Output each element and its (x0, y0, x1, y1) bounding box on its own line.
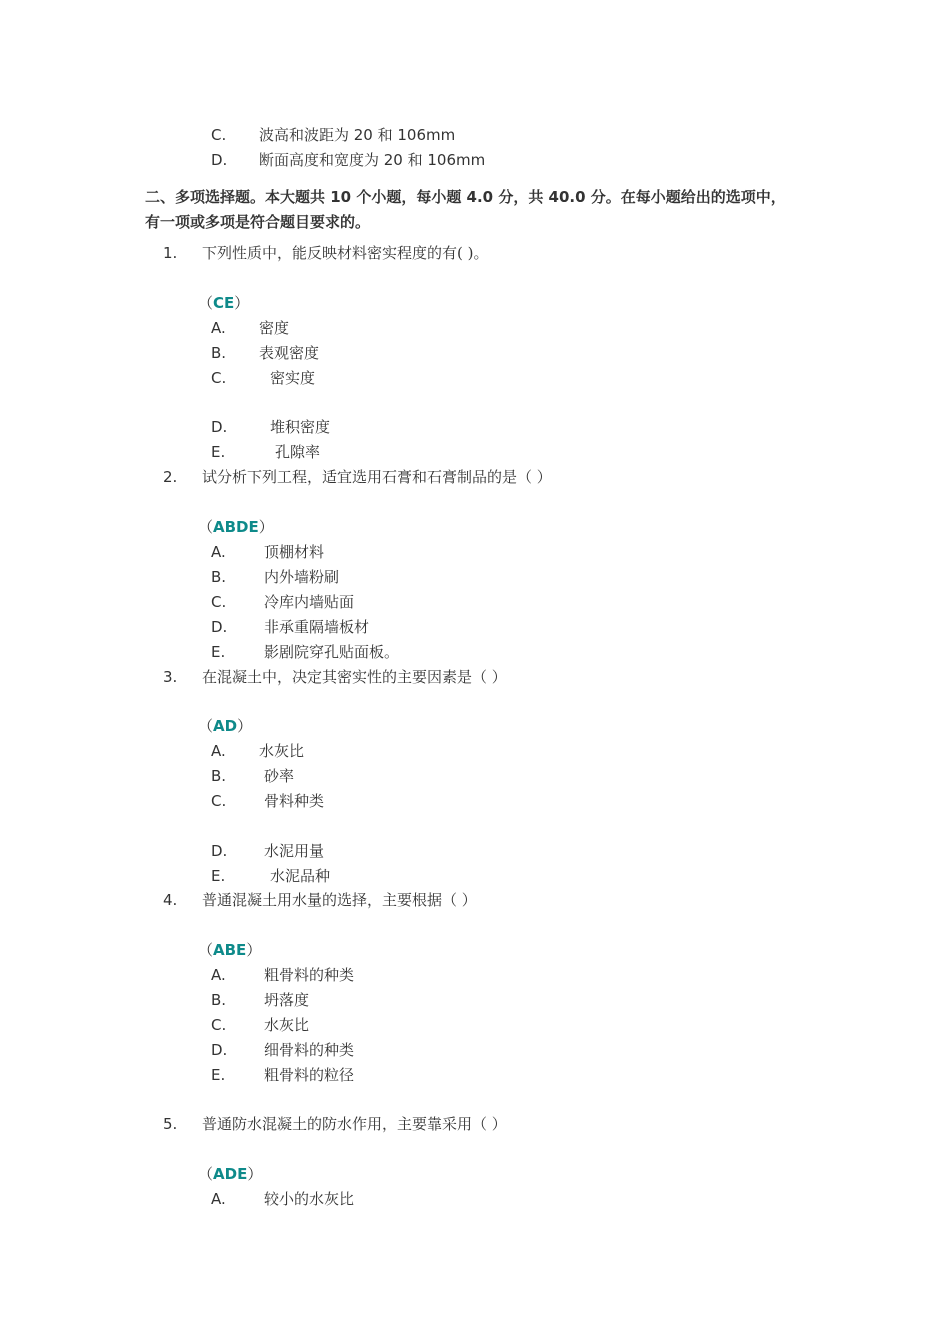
answer-value: CE (213, 294, 235, 312)
answer-value: AD (213, 717, 238, 735)
option-letter: E. (211, 443, 226, 461)
option-letter: D. (211, 418, 228, 436)
answer-value: ABE (213, 941, 247, 959)
answer-close-paren: ） (258, 518, 274, 536)
question-number: 4. (163, 891, 178, 909)
answer-close-paren: ） (246, 941, 262, 959)
option-text: 骨料种类 (264, 792, 325, 810)
option-letter: B. (211, 344, 227, 362)
option-letter: E. (211, 1066, 226, 1084)
answer-open-paren: （ (198, 518, 214, 536)
option-letter: C. (211, 593, 227, 611)
answer-close-paren: ） (247, 1165, 263, 1183)
option-text: 密实度 (270, 369, 316, 387)
answer-open-paren: （ (198, 941, 214, 959)
option-text: 内外墙粉刷 (264, 568, 340, 586)
option-text: 影剧院穿孔贴面板。 (264, 643, 400, 661)
option-letter: A. (211, 1190, 226, 1208)
option-text: 较小的水灰比 (264, 1190, 355, 1208)
question-number: 1. (163, 244, 178, 262)
option-letter: C. (211, 1016, 227, 1034)
option-text: 孔隙率 (275, 443, 321, 461)
option-text: 堆积密度 (270, 418, 331, 436)
section-title-line1: 二、多项选择题。本大题共 10 个小题，每小题 4.0 分，共 40.0 分。在每小题给出的选项中， (145, 188, 786, 206)
section-title (145, 185, 835, 235)
answer-value: ABDE (213, 518, 259, 536)
option-text: 水泥用量 (264, 842, 325, 860)
option-text: 粗骨料的种类 (264, 966, 355, 984)
question-number: 5. (163, 1115, 178, 1133)
option-letter: A. (211, 543, 226, 561)
question-number: 3. (163, 668, 178, 686)
answer-close-paren: ） (234, 294, 250, 312)
option-text: 水灰比 (259, 742, 305, 760)
option-letter: E. (211, 867, 226, 885)
option-text: 水泥品种 (270, 867, 331, 885)
question-text: 普通混凝土用水量的选择，主要根据（ ） (202, 891, 477, 909)
option-text: 冷库内墙贴面 (264, 593, 355, 611)
question-number: 2. (163, 468, 178, 486)
option-text: 水灰比 (264, 1016, 310, 1034)
option-text: 细骨料的种类 (264, 1041, 355, 1059)
question-text: 下列性质中，能反映材料密实程度的有( )。 (202, 244, 489, 262)
option-letter: B. (211, 568, 227, 586)
option-letter: D. (211, 151, 228, 169)
option-letter: C. (211, 369, 227, 387)
option-letter: B. (211, 767, 227, 785)
question-text: 试分析下列工程，适宜选用石膏和石膏制品的是（ ） (202, 468, 552, 486)
option-letter: D. (211, 1041, 228, 1059)
answer-close-paren: ） (237, 717, 253, 735)
option-text: 粗骨料的粒径 (264, 1066, 355, 1084)
question-text: 在混凝土中，决定其密实性的主要因素是（ ） (202, 668, 507, 686)
option-letter: A. (211, 966, 226, 984)
option-letter: A. (211, 742, 226, 760)
option-text: 密度 (259, 319, 290, 337)
option-letter: E. (211, 643, 226, 661)
answer-open-paren: （ (198, 717, 214, 735)
answer-open-paren: （ (198, 1165, 214, 1183)
option-text: 顶棚材料 (264, 543, 325, 561)
question-text: 普通防水混凝土的防水作用，主要靠采用（ ） (202, 1115, 507, 1133)
option-letter: B. (211, 991, 227, 1009)
section-title-line2: 有一项或多项是符合题目要求的。 (145, 213, 371, 231)
option-letter: A. (211, 319, 226, 337)
option-letter: C. (211, 792, 227, 810)
option-text: 断面高度和宽度为 20 和 106mm (259, 151, 486, 169)
option-text: 表观密度 (259, 344, 320, 362)
answer-open-paren: （ (198, 294, 214, 312)
option-text: 波高和波距为 20 和 106mm (259, 126, 456, 144)
option-text: 非承重隔墙板材 (264, 618, 370, 636)
option-letter: D. (211, 618, 228, 636)
option-text: 砂率 (264, 767, 295, 785)
option-letter: D. (211, 842, 228, 860)
answer-value: ADE (213, 1165, 248, 1183)
option-letter: C. (211, 126, 227, 144)
option-text: 坍落度 (264, 991, 310, 1009)
